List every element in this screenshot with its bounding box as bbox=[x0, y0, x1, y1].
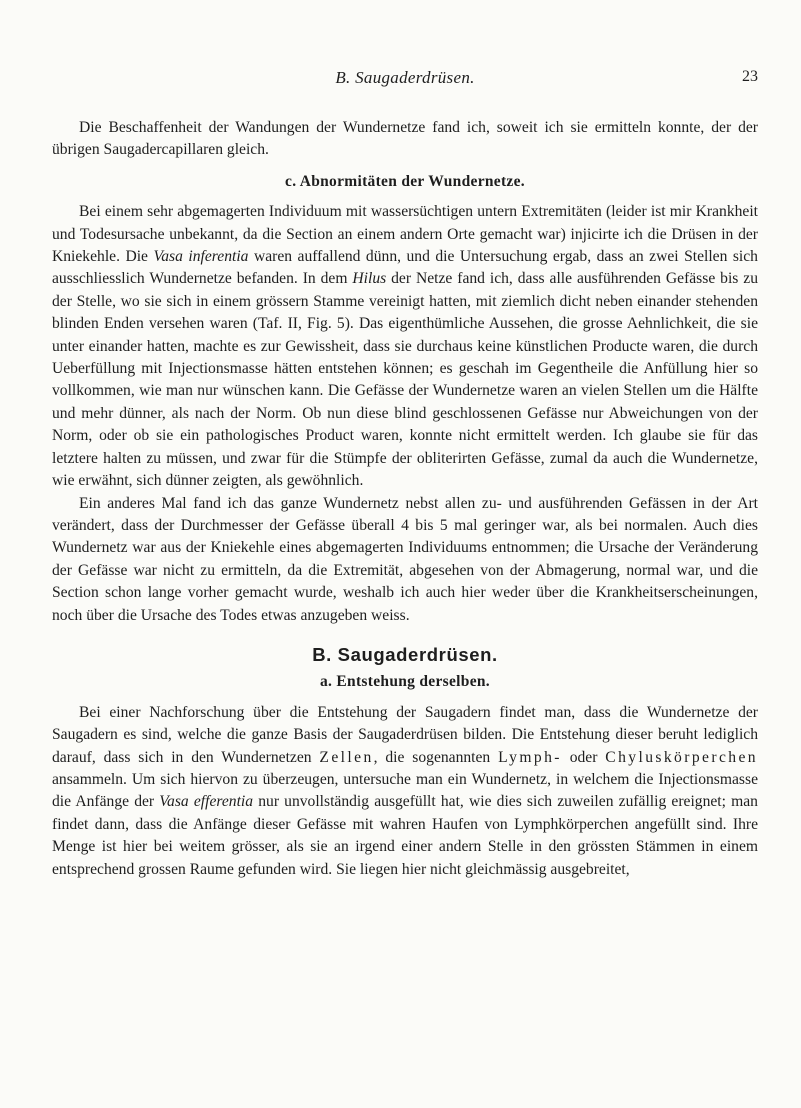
body-text bbox=[52, 117, 758, 881]
page-header bbox=[52, 68, 758, 92]
spaced-term-chyluskoerperchen: Chyluskörperchen bbox=[605, 748, 758, 766]
spaced-term-zellen: Zellen bbox=[319, 748, 374, 766]
paragraph-wandungen: Die Beschaffenheit der Wandungen der Wundernetze fand ich, soweit ich sie ermitteln konnte, der der übrigen Saugadercapillaren gleich. bbox=[52, 119, 758, 159]
paragraph-abgemagertes-individuum bbox=[52, 201, 758, 492]
latin-term-vasa-inferentia: Vasa inferentia bbox=[153, 248, 249, 266]
text-run: Bei einer Nachforschung über die Entstehung der Saugadern findet man, dass die Wundernetze der Saugadern es sind, welche die ganze Basis der Saugaderdrüsen bilden. Die Entstehung dieser beruht lediglich darauf, dass sich in den Wundernetzen bbox=[52, 703, 758, 766]
text-run: der Netze fand ich, dass alle ausführenden Gefässe bis zu der Stelle, wo sie sich in einem grössern Stamme vereinigt hatten, mit ziemlich dicht neben einander stehenden blinden Enden versehen waren (Taf. II, Fig. 5). Das eigenthümliche Aussehen, die grosse Aehnlichkeit, die sie unter einander hatten, machte es zur Gewissheit, dass sie durchaus keine künstlichen Producte waren, die durch Ueberfüllung mit Injectionsmasse hätten entstehen können; es geschah im Gegentheile die Anfüllung hier so vollkommen, wie man nur wünschen kann. Die Gefässe der Wundernetze waren an vielen Stellen um die Hälfte und mehr dünner, als nach der Norm. Ob nun diese blind geschlossenen Gefässe nur Abweichungen von der Norm, oder ob sie ein pathologisches Product waren, konnte nicht ermittelt werden. Ich glaube sie für das letztere halten zu müssen, und zwar für die Stümpfe der obliterirten Gefässe, zumal da auch die Wundernetze, wie erwähnt, sich dünner zeigten, als gewöhnlich. bbox=[52, 270, 759, 490]
text-run: waren auffallend dünn, und die Untersuchung ergab, dass an zwei Stellen sich ausschliesslich Wundernetze befanden. In dem bbox=[52, 248, 758, 288]
section-heading-entstehung: a. Entstehung derselben. bbox=[320, 673, 490, 691]
page-number: 23 bbox=[742, 68, 758, 85]
text-run: oder bbox=[561, 748, 606, 766]
section-heading-abnormitaeten: c. Abnormitäten der Wundernetze. bbox=[285, 172, 525, 190]
text-run: nur unvollständig ausgefüllt hat, wie dies sich zuweilen zufällig ereignet; man findet dann, dass die Anfänge dieser Gefässe mit wahren Haufen von Lymphkörperchen angefüllt sind. Ihre Menge ist hier bei weitem grösser, als sie an irgend einer andern Stelle in den grössten Stämmen in einem entsprechend grossen Raume gefunden wird. Sie liegen hier nicht gleichmässig ausgebreitet, bbox=[52, 793, 758, 878]
text-run: Bei einem sehr abgemagerten Individuum mit wassersüchtigen untern Extremitäten (leider ist mir Krankheit und Todesursache unbekannt, da die Section an einem andern Orte gemacht war) injicirte ich die Drüsen in der Kniekehle. Die bbox=[52, 203, 758, 266]
spaced-term-lymph: Lymph- bbox=[498, 748, 562, 766]
chapter-heading-saugaderdruesen: B. Saugaderdrüsen. bbox=[312, 643, 498, 665]
text-run: ansammeln. Um sich hiervon zu überzeugen, untersuche man ein Wundernetz, in welchem die Injectionsmasse die Anfänge der bbox=[52, 770, 758, 811]
paragraph-entstehung bbox=[52, 702, 758, 881]
latin-term-hilus: Hilus bbox=[352, 270, 387, 288]
paragraph-anderes-mal: Ein anderes Mal fand ich das ganze Wundernetz nebst allen zu- und ausführenden Gefässen in der Art verändert, dass der Durchmesser der Gefässe überall 4 bis 5 mal geringer war, als bei normalen. Auch dies Wundernetz war aus der Kniekehle eines abgemagerten Individuums entnommen; die Ursache der Veränderung der Gefässe war nicht zu ermitteln, da die Extremität, abgesehen von der Abmagerung, normal war, und die Section schon lange vorher gemacht wurde, weshalb ich auch hier weder über die Krankheitserscheinungen, noch über die Ursache des Todes etwas anzugeben weiss. bbox=[52, 494, 758, 624]
running-title: B. Saugaderdrüsen. bbox=[335, 68, 475, 87]
latin-term-vasa-efferentia: Vasa efferentia bbox=[159, 793, 254, 811]
text-run: , die sogenannten bbox=[373, 748, 499, 766]
